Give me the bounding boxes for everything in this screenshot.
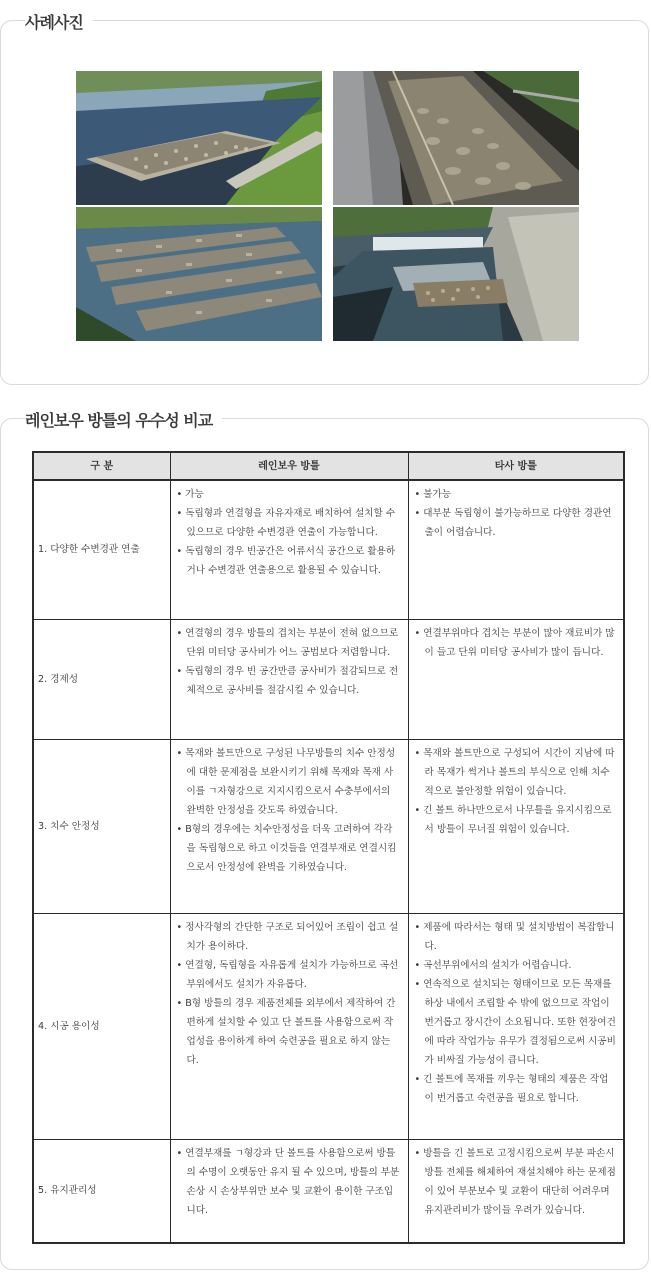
- table-row: [33, 739, 624, 913]
- weir-waterfall-photo: [333, 207, 579, 341]
- list-item: • 연속적으로 설치되는 형태이므로 모든 목재를 하상 내에서 조립할 수 밖에 없으므로 작업이 번거롭고 장시간이 소요됩니다. 또한 현장여건에 따라 작업가능 유무가 결정됨으로써 시공비가 비싸질 가능성이 큽니다.: [413, 975, 618, 1070]
- other-cell: [408, 739, 624, 913]
- comparison-table: [32, 451, 625, 1244]
- rainbow-cell: [170, 913, 408, 1139]
- list-item: • 독립형의 경우 빈 공간만큼 공사비가 절감되므로 전체적으로 공사비를 절감시킬 수 있습니다.: [175, 662, 402, 700]
- stepped-weir-photo: [76, 207, 322, 341]
- table-row: [33, 913, 624, 1139]
- list-item: • 제품에 따라서는 형태 및 설치방법이 복잡합니다.: [413, 918, 618, 956]
- table-row: [33, 480, 624, 619]
- other-cell: [408, 480, 624, 619]
- case-photos-panel: [0, 13, 649, 385]
- list-item: • 방틀을 긴 볼트로 고정시킴으로써 부분 파손시 방틀 전체를 해체하여 재설치해야 하는 문제점이 있어 부분보수 및 교환이 대단히 어려우며 유지관리비가 많이들 우려가 있습니다.: [413, 1144, 618, 1220]
- comparison-panel: [0, 411, 649, 1270]
- list-item: • 곡선부위에서의 설치가 어렵습니다.: [413, 956, 618, 975]
- rainbow-cell: [170, 1139, 408, 1243]
- list-item: • 독립형의 경우 빈공간은 어류서식 공간으로 활용하거나 수변경관 연출용으로 활용될 수 있습니다.: [175, 542, 402, 580]
- list-item: • 연결형의 경우 방틀의 겹치는 부분이 전혀 없으므로 단위 미터당 공사비가 어느 공법보다 저렴합니다.: [175, 624, 402, 662]
- other-cell: [408, 913, 624, 1139]
- list-item: • 긴 볼트에 목재를 끼우는 형태의 제품은 작업이 번거롭고 숙련공을 필요로 합니다.: [413, 1070, 618, 1108]
- rainbow-cell: [170, 480, 408, 619]
- rainbow-cell: [170, 619, 408, 739]
- table-header-row: [33, 452, 624, 480]
- header-category: 구 분: [33, 452, 170, 480]
- category-cell: 1. 다양한 수변경관 연출: [33, 480, 170, 619]
- riverbank-weir-photo: [76, 71, 322, 205]
- list-item: • 대부분 독립형이 불가능하므로 다양한 경관연출이 어렵습니다.: [413, 504, 618, 542]
- photo-grid: [76, 71, 579, 341]
- list-item: • B형 방틀의 경우 제품전체를 외부에서 제작하여 간편하게 설치할 수 있고 단 볼트를 사용함으로써 작업성을 용이하게 하여 숙련공을 필요로 하지 않는다.: [175, 994, 402, 1070]
- other-cell: [408, 619, 624, 739]
- stone-channel-photo: [333, 71, 579, 205]
- category-cell: 2. 경제성: [33, 619, 170, 739]
- list-item: • 목재와 볼트만으로 구성되어 시간이 지남에 따라 목재가 썩거나 볼트의 부식으로 인해 치수적으로 불안정할 위험이 있습니다.: [413, 744, 618, 801]
- list-item: • B형의 경우에는 치수안정성을 더욱 고려하여 각각을 독립형으로 하고 이것들을 연결부재로 연결시킴으로서 안정성에 완벽을 기하였습니다.: [175, 820, 402, 877]
- list-item: • 정사각형의 간단한 구조로 되어있어 조립이 쉽고 설치가 용이하다.: [175, 918, 402, 956]
- table-row: [33, 619, 624, 739]
- list-item: • 긴 볼트 하나만으로서 나무틀을 유지시킴으로서 방틀이 무너질 위험이 있습니다.: [413, 801, 618, 839]
- list-item: • 연결부재를 ㄱ형강과 단 볼트를 사용함으로써 방틀의 수명이 오랫동안 유지 될 수 있으며, 방틀의 부분 손상 시 손상부위만 보수 및 교환이 용이한 구조입니다.: [175, 1144, 402, 1220]
- list-item: • 연결부위마다 겹치는 부분이 많아 재료비가 많이 들고 단위 미터당 공사비가 많이 듭니다.: [413, 624, 618, 662]
- list-item: • 목재와 볼트만으로 구성된 나무방틀의 치수 안정성에 대한 문제점을 보완시키기 위해 목재와 목재 사이를 ㄱ자형강으로 지지시킴으로서 수충부에서의 완벽한 안정성을 갖도록 하였습니다.: [175, 744, 402, 820]
- other-cell: [408, 1139, 624, 1243]
- list-item: • 불가능: [413, 485, 618, 504]
- header-other: 타사 방틀: [408, 452, 624, 480]
- category-cell: 5. 유지관리성: [33, 1139, 170, 1243]
- table-row: [33, 1139, 624, 1243]
- category-cell: 4. 시공 용이성: [33, 913, 170, 1139]
- rainbow-cell: [170, 739, 408, 913]
- list-item: • 독립형과 연결형을 자유자재로 배치하여 설치할 수 있으므로 다양한 수변경관 연출이 가능합니다.: [175, 504, 402, 542]
- list-item: • 연결형, 독립형을 자유롭게 설치가 가능하므로 곡선부위에서도 설치가 자유롭다.: [175, 956, 402, 994]
- header-rainbow: 레인보우 방틀: [170, 452, 408, 480]
- list-item: • 가능: [175, 485, 402, 504]
- case-photos-title: 사례사진: [25, 10, 93, 33]
- comparison-title: 레인보우 방틀의 우수성 비교: [25, 408, 222, 431]
- category-cell: 3. 치수 안정성: [33, 739, 170, 913]
